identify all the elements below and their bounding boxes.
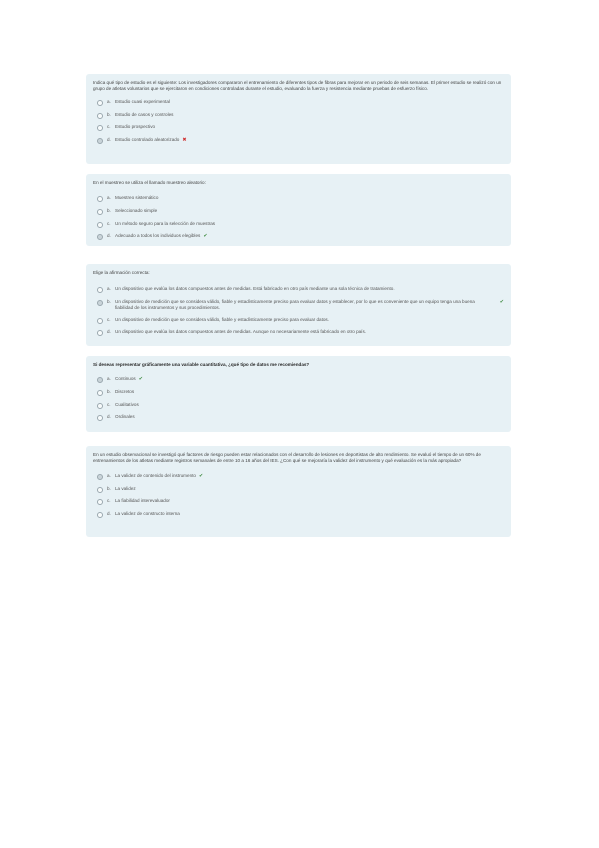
option-letter: d. (107, 233, 111, 239)
option-text: Un dispositivo de medición que se considera válido, fiable y estadísticamente preciso para evaluar datos y establecer, por lo que es conveniente que un equipo tenga una buena fiabilidad de los instrumentos y sus procedimientos. (115, 299, 475, 311)
option-text: Adecuado a todos los individuos elegibles (115, 233, 201, 239)
option-text: Ordinales (115, 414, 135, 420)
question-text: Elige la afirmación correcta: (93, 270, 150, 275)
option-letter: a. (107, 472, 111, 478)
answer-option-b[interactable] (97, 389, 504, 396)
radio-button[interactable] (97, 222, 103, 228)
radio-button[interactable] (97, 512, 103, 518)
question-card-4 (86, 356, 511, 432)
option-letter: d. (107, 510, 111, 516)
correct-icon: ✔ (138, 376, 143, 383)
answer-option-b[interactable] (97, 299, 504, 311)
option-text: Un dispositivo que evalúa los datos compuestos antes de medidas. Está fabricado en otro país mediante una sola técnica de tratamiento. (115, 286, 395, 292)
radio-button[interactable] (97, 330, 103, 336)
option-letter: b. (107, 485, 111, 491)
answer-option-b[interactable] (97, 208, 504, 215)
option-text: Un método seguro para la selección de muestras (115, 220, 216, 226)
answer-option-c[interactable] (97, 221, 504, 228)
option-letter: d. (107, 136, 111, 142)
option-letter: b. (107, 111, 111, 117)
question-card-5 (86, 446, 511, 537)
option-text: Estudio de casos y controles (115, 111, 174, 117)
option-letter: c. (107, 124, 111, 130)
option-text: Un dispositivo de medición que se considera válido, fiable y estadísticamente preciso para evaluar datos. (115, 316, 329, 322)
option-text: Muestreo sistemático (115, 195, 159, 201)
option-letter: c. (107, 498, 111, 504)
incorrect-icon: ✖ (182, 136, 187, 143)
radio-button[interactable] (97, 125, 103, 131)
option-text: La validez (115, 485, 136, 491)
answer-options (93, 195, 504, 240)
radio-button[interactable] (97, 499, 103, 505)
answer-option-a[interactable] (97, 473, 504, 480)
answer-option-c[interactable] (97, 317, 504, 324)
radio-button[interactable] (97, 209, 103, 215)
radio-button[interactable] (97, 113, 103, 119)
option-text: La validez de constructo interna (115, 510, 180, 516)
radio-button[interactable] (97, 138, 103, 144)
option-letter: a. (107, 286, 111, 292)
answer-option-d[interactable] (97, 233, 504, 240)
question-card-2 (86, 174, 511, 246)
option-letter: d. (107, 329, 111, 335)
answer-options (93, 376, 504, 421)
correct-icon: ✔ (198, 472, 204, 479)
option-text: Seleccionado simple (115, 208, 158, 214)
radio-button[interactable] (97, 234, 103, 240)
option-text: Un dispositivo que evalúa los datos compuestos antes de medidas. Aunque no necesariamente está fabricado en otro país. (115, 329, 367, 335)
option-text: Estudio prospectivo (115, 124, 156, 130)
radio-button[interactable] (97, 300, 103, 306)
answer-option-a[interactable] (97, 376, 504, 383)
answer-option-a[interactable] (97, 99, 504, 106)
option-text: Cualitativos (115, 401, 139, 407)
radio-button[interactable] (97, 100, 103, 106)
option-letter: b. (107, 299, 111, 305)
answer-option-c[interactable] (97, 124, 504, 131)
option-letter: a. (107, 376, 111, 382)
option-text: Continuos (115, 376, 136, 382)
question-text: Indica qué tipo de estudio es el siguiente: Los investigadores compararon el entrenamiento de diferentes tipos de fibras para mejorar en un periodo de seis semanas. El primer estudio se realizó con un grupo de atletas voluntarios que se ejercitaron en condiciones controladas durante el estudio, evaluando la fuerza y resistencia mediante pruebas de esfuerzo físico. (93, 80, 502, 92)
question-text: En un estudio observacional se investigó qué factores de riesgo pueden estar relacionados con el desarrollo de lesiones en deportistas de alto rendimiento. Se evaluó el tiempo de un 60% de entrenamientos de los atletas mediante registros semanales de entre 10 a 16 años del IES. ¿Con qué se mejoraría la validez del instrumento y qué evaluación es la más apropiada? (93, 452, 481, 464)
option-text: Estudio controlado aleatorizado (115, 136, 180, 142)
question-card-1 (86, 74, 511, 164)
radio-button[interactable] (97, 318, 103, 324)
answer-options (93, 473, 504, 518)
question-card-3 (86, 264, 511, 346)
question-text: Si deseas representar gráficamente una variable cuantitativa, ¿qué tipo de datos me recomiendas? (93, 362, 310, 367)
option-letter: a. (107, 98, 111, 104)
option-letter: c. (107, 220, 111, 226)
option-letter: d. (107, 414, 111, 420)
answer-options (93, 286, 504, 336)
radio-button[interactable] (97, 474, 103, 480)
option-letter: b. (107, 389, 111, 395)
radio-button[interactable] (97, 487, 103, 493)
option-letter: c. (107, 401, 111, 407)
option-letter: c. (107, 316, 111, 322)
correct-icon: ✔ (203, 233, 208, 240)
answer-option-d[interactable] (97, 511, 504, 518)
option-text: La validez de contenido del instrumento (115, 472, 196, 478)
answer-option-d[interactable] (97, 414, 504, 421)
answer-option-b[interactable] (97, 112, 504, 119)
correct-icon: ✔ (499, 299, 504, 306)
radio-button[interactable] (97, 403, 103, 409)
radio-button[interactable] (97, 377, 103, 383)
answer-option-c[interactable] (97, 498, 504, 505)
answer-option-d[interactable] (97, 137, 504, 144)
option-letter: b. (107, 208, 111, 214)
answer-option-b[interactable] (97, 486, 504, 493)
radio-button[interactable] (97, 415, 103, 421)
radio-button[interactable] (97, 287, 103, 293)
radio-button[interactable] (97, 196, 103, 202)
option-text: Discretos (115, 389, 135, 395)
option-letter: a. (107, 195, 111, 201)
option-text: Estudio cuasi experimental (115, 98, 170, 104)
answer-option-d[interactable] (97, 329, 504, 336)
answer-option-a[interactable] (97, 286, 504, 293)
answer-option-a[interactable] (97, 195, 504, 202)
radio-button[interactable] (97, 390, 103, 396)
answer-option-c[interactable] (97, 402, 504, 409)
option-text: La fiabilidad interevaluador (115, 498, 170, 504)
answer-options (93, 99, 504, 144)
question-text: En el muestreo se utiliza el llamado muestreo aleatorio: (93, 180, 206, 185)
